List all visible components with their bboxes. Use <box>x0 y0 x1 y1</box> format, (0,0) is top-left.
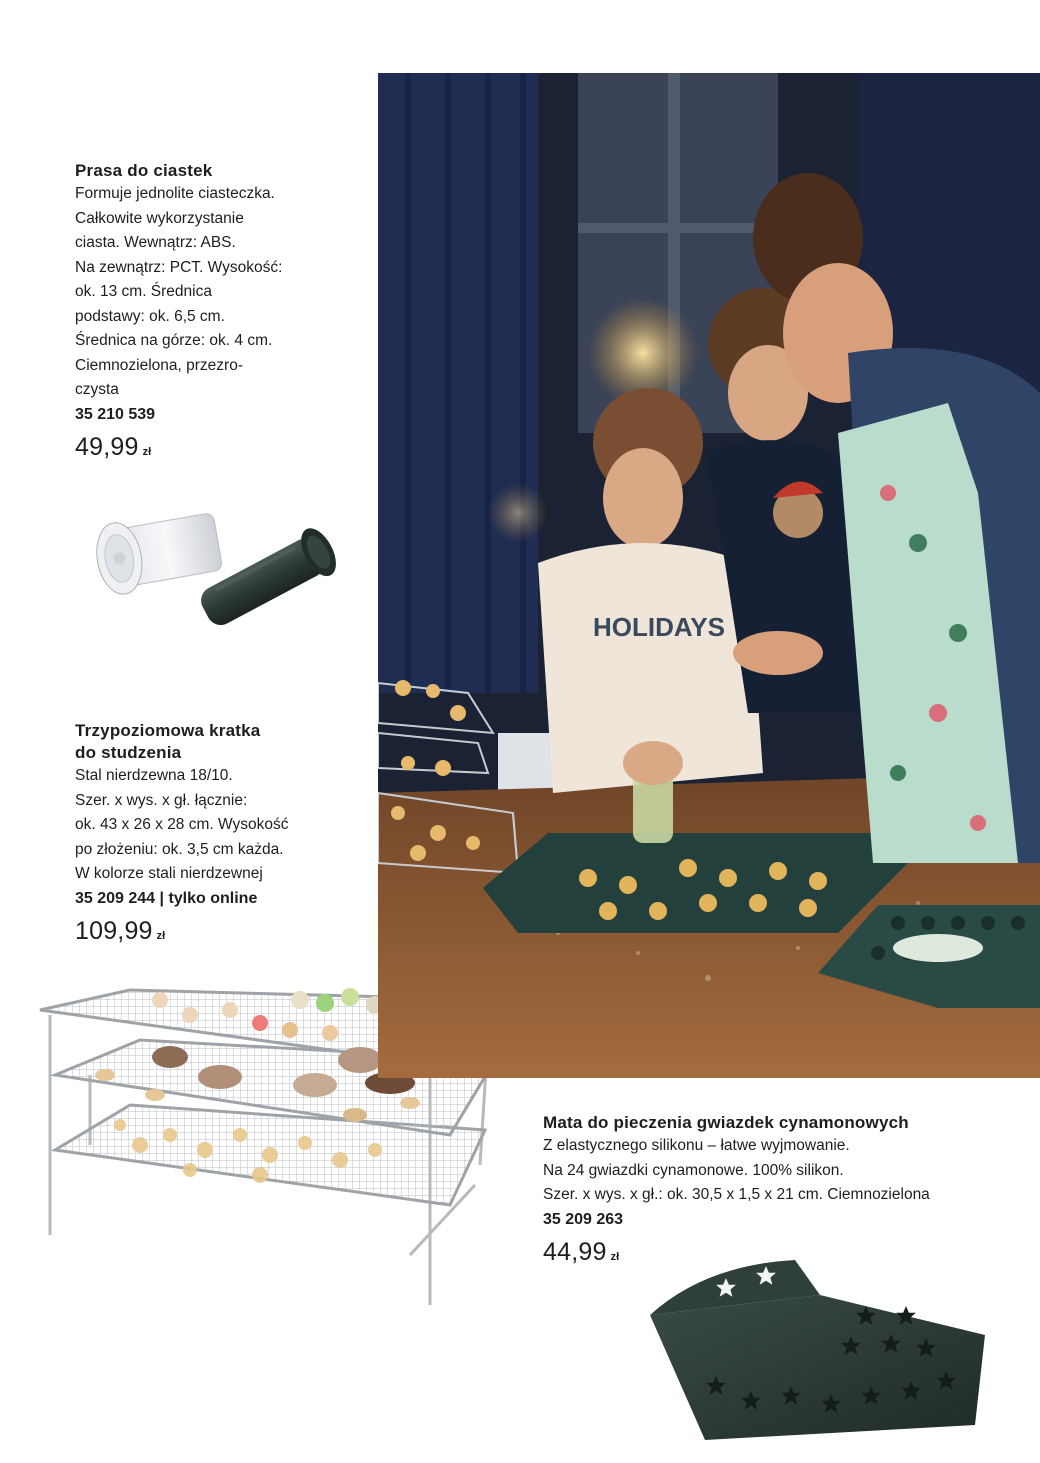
title-line: do studzenia <box>75 743 182 762</box>
sweater-print: HOLIDAYS <box>593 612 725 642</box>
price-amount: 109,99 <box>75 916 153 945</box>
price-amount: 49,99 <box>75 432 139 461</box>
desc-line: ok. 43 x 26 x 28 cm. Wysokość <box>75 816 289 833</box>
product-sku: 35 210 539 <box>75 405 156 423</box>
desc-line: Stal nierdzewna 18/10. <box>75 767 233 784</box>
product-title <box>75 720 355 764</box>
baking-mat-image <box>645 1255 990 1445</box>
product-description <box>543 1134 1013 1208</box>
product-baking-mat <box>543 1112 1013 1267</box>
sku-number: 35 209 244 <box>75 889 156 907</box>
product-price <box>75 917 355 946</box>
desc-line: Ciemnozielona, przezro- <box>75 356 243 374</box>
desc-line: Z elastycznego silikonu – łatwe wyjmowanie. <box>543 1137 850 1154</box>
desc-line: Szer. x wys. x gł.: ok. 30,5 x 1,5 x 21 cm. Ciemnozielona <box>543 1186 930 1203</box>
desc-line: ok. 13 cm. Średnica <box>75 283 212 300</box>
desc-line: Na zewnątrz: PCT. Wysokość: <box>75 258 283 276</box>
product-title: Mata do pieczenia gwiazdek cynamonowych <box>543 1113 909 1132</box>
product-price <box>75 433 335 462</box>
product-title: Prasa do ciastek <box>75 161 213 180</box>
product-cooling-rack <box>75 720 355 946</box>
desc-line: Średnica na górze: ok. 4 cm. <box>75 332 273 349</box>
desc-line: Formuje jednolite ciasteczka. <box>75 185 275 202</box>
cookie-press-image <box>75 505 345 635</box>
title-line: Trzypoziomowa kratka <box>75 721 261 740</box>
desc-line: ciasta. Wewnątrz: ABS. <box>75 234 236 251</box>
product-description <box>75 764 355 887</box>
lifestyle-photo-family-baking <box>378 73 1040 1078</box>
desc-line: W kolorze stali nierdzewnej <box>75 865 263 882</box>
desc-line: podstawy: ok. 6,5 cm. <box>75 307 225 325</box>
product-sku <box>75 887 355 911</box>
product-description <box>75 182 335 403</box>
product-cookie-press <box>75 160 335 462</box>
desc-line: czysta <box>75 381 119 398</box>
desc-line: Szer. x wys. x gł. łącznie: <box>75 791 248 809</box>
online-only-label: | tylko online <box>159 889 258 907</box>
desc-line: Całkowite wykorzystanie <box>75 209 244 227</box>
price-currency: zł <box>142 445 152 458</box>
price-currency: zł <box>610 1250 620 1263</box>
price-currency: zł <box>156 929 166 942</box>
product-sku: 35 209 263 <box>543 1210 624 1228</box>
desc-line: Na 24 gwiazdki cynamonowe. 100% silikon. <box>543 1161 844 1179</box>
price-amount: 44,99 <box>543 1237 607 1266</box>
desc-line: po złożeniu: ok. 3,5 cm każda. <box>75 840 284 858</box>
